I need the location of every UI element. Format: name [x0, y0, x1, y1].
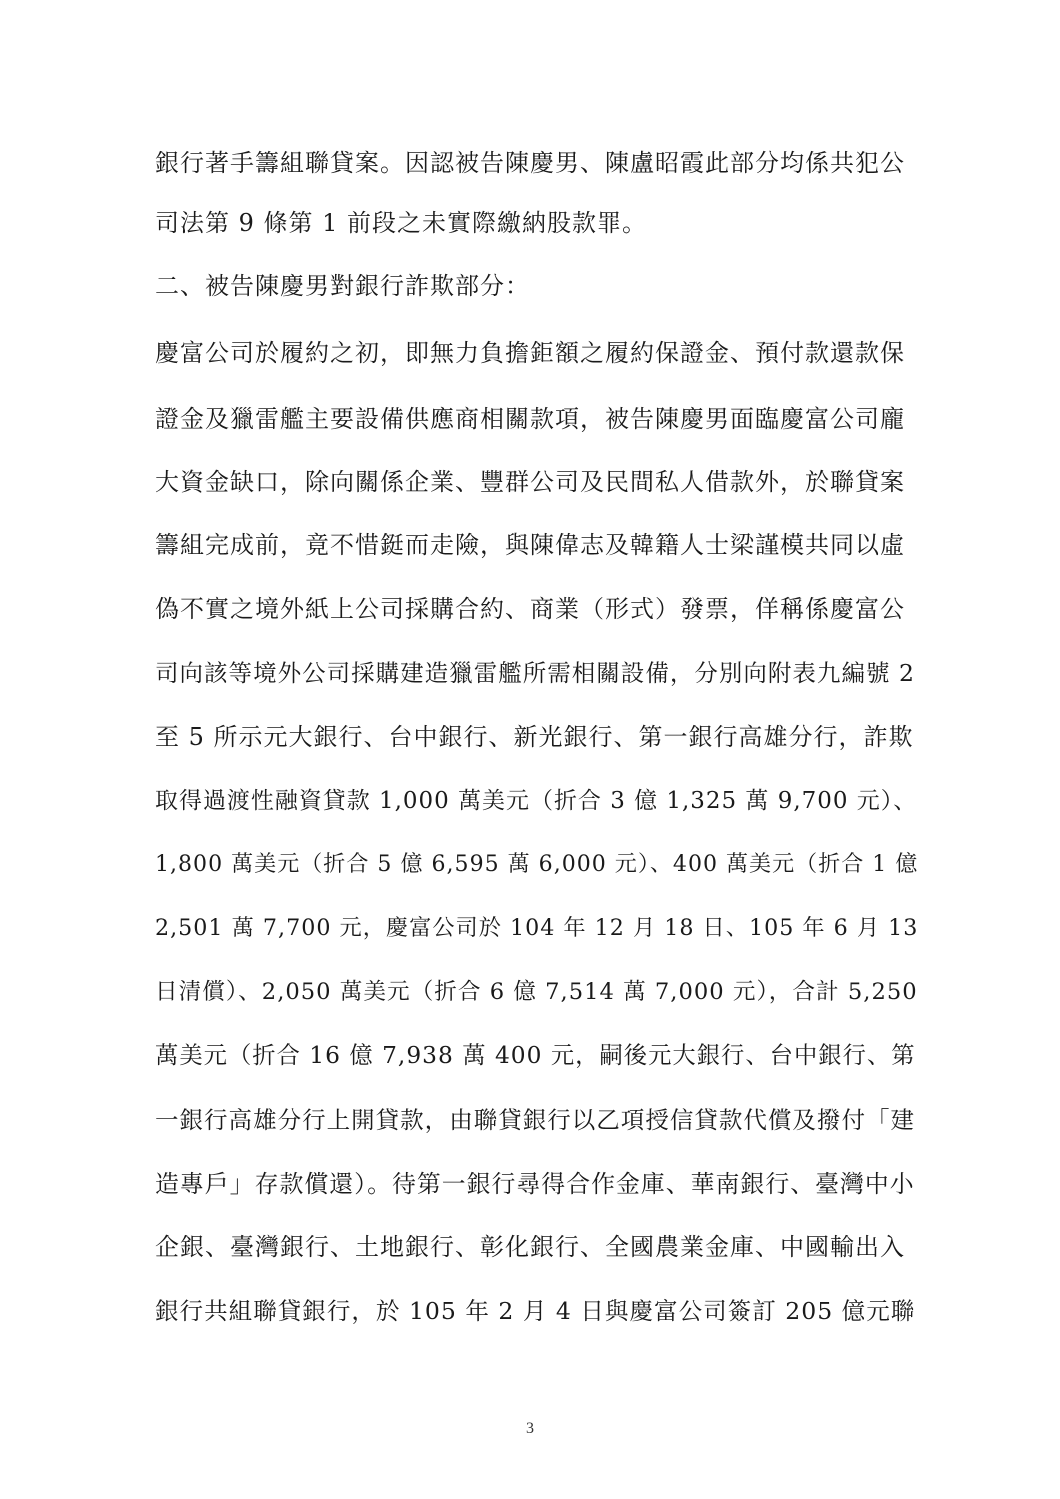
text-line: 取得過渡性融資貸款 1,000 萬美元（折合 3 億 1,325 萬 9,700 元）、: [155, 788, 918, 814]
text-line: 日清償）、2,050 萬美元（折合 6 億 7,514 萬 7,000 元），合計 5,250: [155, 979, 918, 1005]
text-line: 銀行著手籌組聯貸案。因認被告陳慶男、陳盧昭霞此部分均係共犯公: [155, 149, 905, 177]
text-line: 籌組完成前，竟不惜鋌而走險，與陳偉志及韓籍人士梁謹模共同以虛: [155, 531, 905, 559]
text-line: 一銀行高雄分行上開貸款，由聯貸銀行以乙項授信貸款代償及撥付「建: [155, 1106, 915, 1134]
section-heading: 二、被告陳慶男對銀行詐欺部分：: [155, 272, 530, 300]
text-line: 萬美元（折合 16 億 7,938 萬 400 元，嗣後元大銀行、台中銀行、第: [155, 1042, 916, 1069]
text-line: 至 5 所示元大銀行、台中銀行、新光銀行、第一銀行高雄分行，詐欺: [155, 723, 914, 751]
text-line: 大資金缺口，除向關係企業、豐群公司及民間私人借款外，於聯貸案: [155, 468, 905, 496]
text-line: 企銀、臺灣銀行、土地銀行、彰化銀行、全國農業金庫、中國輸出入: [155, 1233, 905, 1261]
text-line: 2,501 萬 7,700 元，慶富公司於 104 年 12 月 18 日、105 年 6 月 13: [155, 915, 919, 941]
page-number: 3: [526, 1420, 534, 1437]
text-line: 司法第 9 條第 1 前段之未實際繳納股款罪。: [155, 209, 648, 237]
text-line: 造專戶」存款償還）。待第一銀行尋得合作金庫、華南銀行、臺灣中小: [155, 1170, 915, 1198]
text-line: 慶富公司於履約之初，即無力負擔鉅額之履約保證金、預付款還款保: [155, 339, 905, 367]
text-line: 1,800 萬美元（折合 5 億 6,595 萬 6,000 元）、400 萬美元（折合 1 億: [155, 852, 919, 877]
text-line: 銀行共組聯貸銀行，於 105 年 2 月 4 日與慶富公司簽訂 205 億元聯: [155, 1297, 916, 1325]
text-line: 證金及獵雷艦主要設備供應商相關款項，被告陳慶男面臨慶富公司龐: [155, 405, 905, 433]
text-line: 司向該等境外公司採購建造獵雷艦所需相關設備，分別向附表九編號 2: [155, 659, 915, 687]
text-line: 偽不實之境外紙上公司採購合約、商業（形式）發票，佯稱係慶富公: [155, 595, 905, 623]
